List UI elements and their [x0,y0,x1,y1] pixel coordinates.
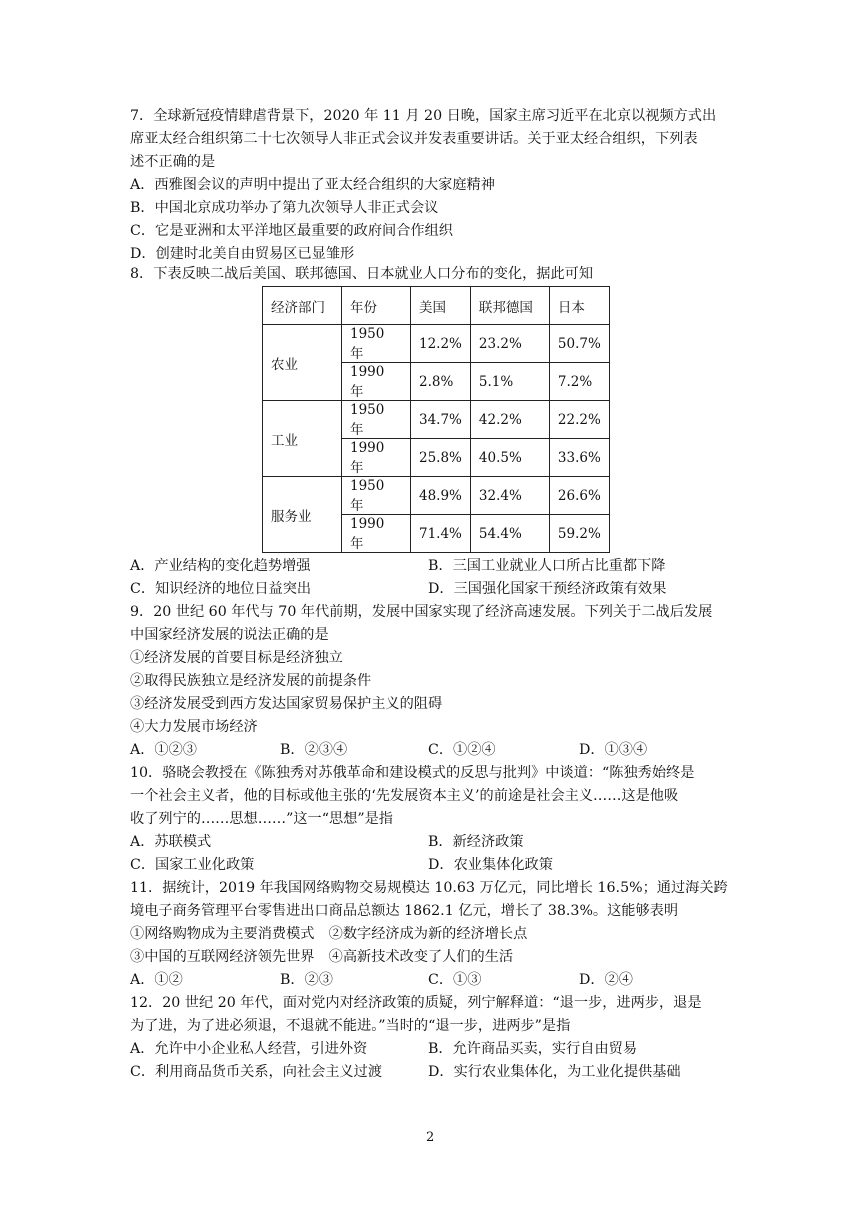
q10-option-a: A．苏联模式 [130,834,212,850]
table-row [263,325,610,363]
q7-stem-line-1: 7．全球新冠疫情肆虐背景下，2020 年 11 月 20 日晚，国家主席习近平在北京以视频方式出 [130,108,717,124]
q9-stem-line-2: 中国家经济发展的说法正确的是 [130,627,329,643]
page-number: 2 [426,1130,435,1145]
q7-option-b: B．中国北京成功举办了第九次领导人非正式会议 [130,200,439,216]
table-header-row [263,287,610,325]
q12-stem-line-2: 为了进，为了进必须退，不退就不能进。”当时的“退一步，进两步”是指 [130,1018,571,1034]
fg-cell: 42.2% [470,401,549,439]
fg-cell: 54.4% [470,515,549,553]
q9-option-c: C．①②④ [428,742,496,758]
us-cell: 71.4% [411,515,471,553]
q12-option-d: D．实行农业集体化，为工业化提供基础 [428,1064,681,1080]
jp-cell: 22.2% [549,401,609,439]
table-row [263,477,610,515]
q9-item-1: ①经济发展的首要目标是经济独立 [130,650,343,666]
q11-stem-line-1: 11．据统计，2019 年我国网络购物交易规模达 10.63 万亿元，同比增长 16.5%；通过海关跨 [130,880,728,896]
year-cell: 1950 年 [342,401,411,439]
fg-cell: 5.1% [470,363,549,401]
header-fg: 联邦德国 [470,287,549,325]
sector-cell: 工业 [263,401,342,477]
us-cell: 34.7% [411,401,471,439]
jp-cell: 33.6% [549,439,609,477]
q8-option-a: A．产业结构的变化趋势增强 [130,558,311,574]
us-cell: 2.8% [411,363,471,401]
q10-option-c: C．国家工业化政策 [130,857,255,873]
q8-option-c: C．知识经济的地位日益突出 [130,581,312,597]
year-cell: 1990 年 [342,439,411,477]
fg-cell: 32.4% [470,477,549,515]
q8-option-b: B．三国工业就业人口所占比重都下降 [428,558,666,574]
q12-option-c: C．利用商品货币关系，向社会主义过渡 [130,1064,383,1080]
q12-option-a: A．允许中小企业私人经营，引进外资 [130,1041,368,1057]
q11-stem-line-2: 境电子商务管理平台零售进出口商品总额达 1862.1 亿元，增长了 38.3%。这能够表明 [130,903,679,919]
fg-cell: 40.5% [470,439,549,477]
header-jp: 日本 [549,287,609,325]
q12-option-b: B．允许商品买卖，实行自由贸易 [428,1041,638,1057]
q9-item-2: ②取得民族独立是经济发展的前提条件 [130,673,372,689]
q11-option-b: B．②③ [280,972,333,988]
q9-option-a: A．①②③ [130,742,197,758]
q8-stem: 8．下表反映二战后美国、联邦德国、日本就业人口分布的变化，据此可知 [130,266,594,282]
q12-stem-line-1: 12．20 世纪 20 年代，面对党内对经济政策的质疑，列宁解释道：“退一步，进两步，退是 [130,995,702,1011]
year-cell: 1990 年 [342,515,411,553]
fg-cell: 23.2% [470,325,549,363]
table-row [263,401,610,439]
sector-cell: 服务业 [263,477,342,553]
q11-option-a: A．①② [130,972,183,988]
q7-stem-line-3: 述不正确的是 [130,154,216,170]
q7-option-d: D．创建时北美自由贸易区已显雏形 [130,246,355,262]
q7-option-a: A．西雅图会议的声明中提出了亚太经合组织的大家庭精神 [130,177,495,193]
q11-option-d: D．②④ [579,972,633,988]
q9-option-d: D．①③④ [579,742,648,758]
jp-cell: 26.6% [549,477,609,515]
q7-stem-line-2: 席亚太经合组织第二十七次领导人非正式会议并发表重要讲话。关于亚太经合组织，下列表 [130,131,698,147]
q8-option-d: D．三国强化国家干预经济政策有效果 [428,581,667,597]
q10-option-b: B．新经济政策 [428,834,524,850]
q10-option-d: D．农业集体化政策 [428,857,553,873]
q10-stem-line-3: 收了列宁的……思想……”这一“思想”是指 [130,811,393,827]
jp-cell: 59.2% [549,515,609,553]
q11-item-line-2: ③中国的互联网经济领先世界 ④高新技术改变了人们的生活 [130,949,514,965]
us-cell: 12.2% [411,325,471,363]
header-year: 年份 [342,287,411,325]
sector-cell: 农业 [263,325,342,401]
jp-cell: 50.7% [549,325,609,363]
q10-stem-line-2: 一个社会主义者，他的目标或他主张的‘先发展资本主义’的前途是社会主义……这是他吸 [130,788,679,804]
us-cell: 48.9% [411,477,471,515]
q9-item-3: ③经济发展受到西方发达国家贸易保护主义的阻碍 [130,696,443,712]
q11-item-line-1: ①网络购物成为主要消费模式 ②数字经济成为新的经济增长点 [130,926,528,942]
year-cell: 1950 年 [342,477,411,515]
q11-option-c: C．①③ [428,972,482,988]
q7-option-c: C．它是亚洲和太平洋地区最重要的政府间合作组织 [130,223,453,239]
q9-option-b: B．②③④ [280,742,348,758]
header-sector: 经济部门 [263,287,342,325]
year-cell: 1950 年 [342,325,411,363]
jp-cell: 7.2% [549,363,609,401]
year-cell: 1990 年 [342,363,411,401]
employment-table [262,286,610,553]
q9-stem-line-1: 9．20 世纪 60 年代与 70 年代前期，发展中国家实现了经济高速发展。下列关于二战后发展 [130,604,713,620]
header-us: 美国 [411,287,471,325]
q10-stem-line-1: 10．骆晓会教授在《陈独秀对苏俄革命和建设模式的反思与批判》中谈道：“陈独秀始终是 [130,765,695,781]
us-cell: 25.8% [411,439,471,477]
q9-item-4: ④大力发展市场经济 [130,719,258,735]
